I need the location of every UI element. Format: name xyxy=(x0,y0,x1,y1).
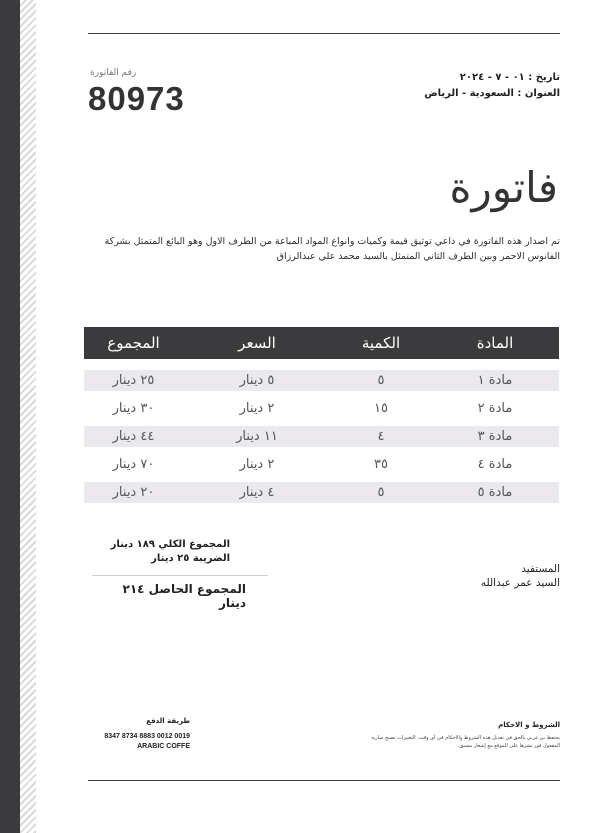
cell-item: مادة ٣ xyxy=(477,429,513,444)
beneficiary-label: المستفيد xyxy=(521,563,560,575)
totals-block xyxy=(100,538,230,566)
invoice-intro: تم اصدار هذه الفاتورة في داعي توثيق قيمة وكميات وانواع المواد المباعة من الطرف الاول وهو البائع المتمثل بشركة الفانوس الاحمر وبين الطرف الثاني المتمثل بالسيد محمد علي عبدالرزاق xyxy=(104,236,560,262)
header-quantity: الكمية xyxy=(361,334,401,352)
cell-item: مادة ١ xyxy=(477,373,513,388)
invoice-number: 80973 xyxy=(88,80,185,117)
table-row xyxy=(84,454,559,475)
cell-total: ٤٤ دينار xyxy=(112,429,155,444)
invoice-address: العنوان : السعودية - الرياض xyxy=(424,88,560,99)
cell-quantity: ١٥ xyxy=(374,401,388,416)
items-table xyxy=(84,327,559,503)
payment-block xyxy=(90,716,190,752)
terms-block xyxy=(360,720,560,750)
table-header xyxy=(84,327,559,359)
invoice-date: تاريخ : ٠١ - ٧ - ٢٠٢٤ xyxy=(459,72,560,83)
header-total: المجموع xyxy=(107,334,160,352)
cell-total: ٢٠ دينار xyxy=(112,485,155,500)
grand-total: المجموع الحاصل ٢١٤ دينار xyxy=(122,582,246,610)
cell-quantity: ٥ xyxy=(377,485,385,500)
cell-item: مادة ٤ xyxy=(477,457,513,472)
payment-bank: ARABIC COFFE xyxy=(137,743,190,750)
cell-quantity: ٤ xyxy=(377,429,385,444)
invoice-meta xyxy=(424,70,560,102)
cell-total: ٢٥ دينار xyxy=(112,373,155,388)
table-row xyxy=(84,426,559,447)
cell-item: مادة ٥ xyxy=(477,485,513,500)
cell-price: ٤ دينار xyxy=(239,485,275,500)
left-dark-stripe xyxy=(0,0,20,833)
totals-divider xyxy=(92,575,268,576)
beneficiary-name: السيد عمر عبدالله xyxy=(480,577,560,589)
cell-item: مادة ٢ xyxy=(477,401,513,416)
table-row xyxy=(84,370,559,391)
cell-total: ٧٠ دينار xyxy=(112,457,155,472)
cell-quantity: ٥ xyxy=(377,373,385,388)
cell-price: ١١ دينار xyxy=(236,429,278,444)
bottom-rule xyxy=(88,780,560,781)
top-rule xyxy=(88,33,560,34)
table-row xyxy=(84,482,559,503)
tax: الضريبة ٢٥ دينار xyxy=(151,553,230,564)
invoice-title: فاتورة xyxy=(449,163,558,212)
cell-quantity: ٣٥ xyxy=(374,457,388,472)
payment-account: 8347 8734 8883 0012 0019 xyxy=(104,733,190,740)
cell-total: ٣٠ دينار xyxy=(112,401,155,416)
beneficiary-block xyxy=(481,562,560,590)
header-price: السعر xyxy=(238,334,276,352)
terms-title: الشروط و الاحكام xyxy=(498,721,560,729)
terms-body: يحتفظ بن عربي بالحق في تعديل هذه الشروط والاحكام في أي وقت. التغييرات تصبح سارية المفعول فور نشرها على الموقع مع إشعار مسبق. xyxy=(371,735,560,749)
table-row xyxy=(84,398,559,419)
subtotal: المجموع الكلي ١٨٩ دينار xyxy=(110,539,230,550)
header-item: المادة xyxy=(476,334,514,352)
invoice-number-label: رقم الفاتورة xyxy=(90,68,137,78)
left-hatch-stripe xyxy=(20,0,36,833)
payment-label: طريقة الدفع xyxy=(146,717,190,725)
cell-price: ٢ دينار xyxy=(239,401,275,416)
cell-price: ٢ دينار xyxy=(239,457,275,472)
cell-price: ٥ دينار xyxy=(239,373,275,388)
